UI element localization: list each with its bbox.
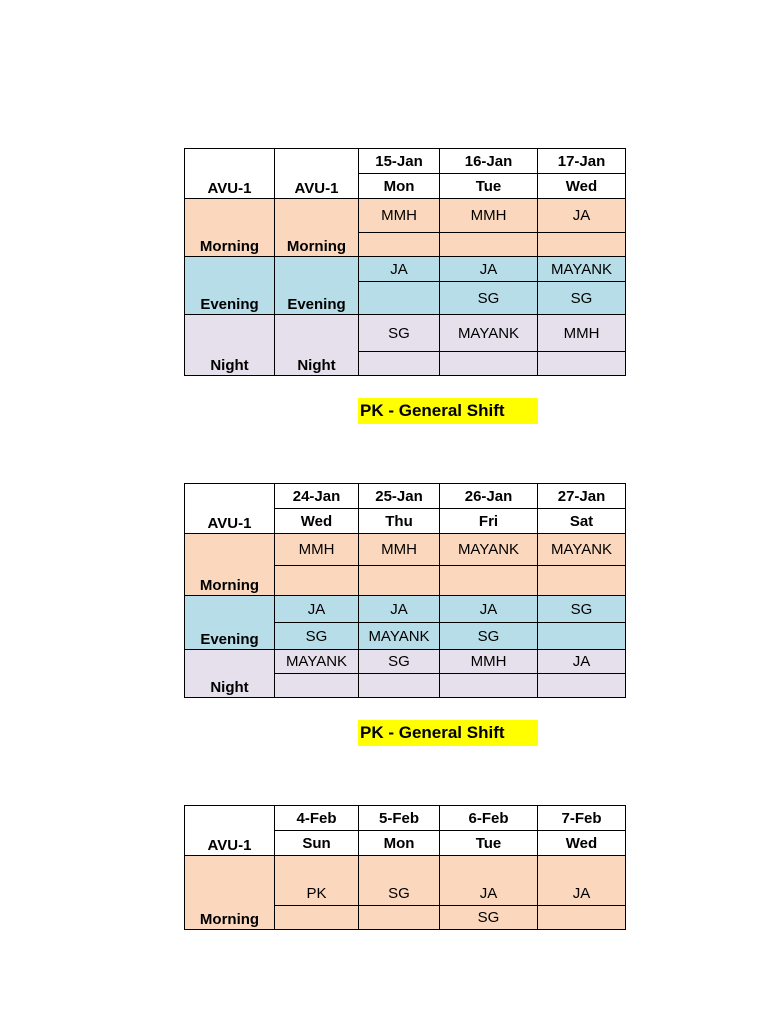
shift-cell: MMH <box>275 534 359 566</box>
day-header: Fri <box>440 509 538 534</box>
shift-cell: SG <box>440 906 538 930</box>
shift-cell: MMH <box>440 199 538 233</box>
shift-cell: SG <box>359 856 440 906</box>
shift-cell <box>440 674 538 698</box>
shift-label-night: Night <box>275 315 359 376</box>
day-header: Tue <box>440 831 538 856</box>
date-header: 25-Jan <box>359 484 440 509</box>
shift-cell <box>359 906 440 930</box>
shift-cell: MMH <box>359 199 440 233</box>
shift-cell <box>275 906 359 930</box>
shift-cell: SG <box>275 623 359 650</box>
unit-header: AVU-1 <box>185 806 275 856</box>
shift-cell: MAYANK <box>440 315 538 352</box>
shift-cell <box>538 566 626 596</box>
date-header: 5-Feb <box>359 806 440 831</box>
day-header: Wed <box>538 174 626 199</box>
shift-cell: JA <box>538 650 626 674</box>
date-header: 7-Feb <box>538 806 626 831</box>
shift-label-night: Night <box>185 650 275 698</box>
shift-cell: SG <box>538 282 626 315</box>
date-header: 26-Jan <box>440 484 538 509</box>
date-header: 4-Feb <box>275 806 359 831</box>
day-header: Tue <box>440 174 538 199</box>
date-header: 24-Jan <box>275 484 359 509</box>
shift-cell <box>275 674 359 698</box>
shift-cell: SG <box>538 596 626 623</box>
schedule-table-3 <box>184 805 626 930</box>
shift-cell <box>359 233 440 257</box>
shift-cell: MAYANK <box>538 257 626 282</box>
shift-cell: PK <box>275 856 359 906</box>
shift-cell: JA <box>440 257 538 282</box>
shift-cell: MAYANK <box>359 623 440 650</box>
day-header: Wed <box>538 831 626 856</box>
shift-cell <box>359 674 440 698</box>
shift-cell <box>538 674 626 698</box>
shift-cell: MMH <box>359 534 440 566</box>
shift-cell: MAYANK <box>440 534 538 566</box>
shift-cell: JA <box>440 596 538 623</box>
unit-header: AVU-1 <box>275 149 359 199</box>
shift-label-morning: Morning <box>275 199 359 257</box>
shift-cell <box>538 623 626 650</box>
shift-label-morning: Morning <box>185 199 275 257</box>
shift-cell <box>359 352 440 376</box>
shift-cell: JA <box>359 596 440 623</box>
shift-label-morning: Morning <box>185 856 275 930</box>
shift-cell <box>440 566 538 596</box>
shift-cell: MAYANK <box>275 650 359 674</box>
shift-cell <box>275 566 359 596</box>
schedule-table-2 <box>184 483 626 698</box>
day-header: Thu <box>359 509 440 534</box>
shift-label-evening: Evening <box>185 257 275 315</box>
date-header: 16-Jan <box>440 149 538 174</box>
shift-label-morning: Morning <box>185 534 275 596</box>
shift-cell: JA <box>440 856 538 906</box>
general-shift-note: PK - General Shift <box>358 720 538 746</box>
day-header: Sun <box>275 831 359 856</box>
shift-cell <box>440 352 538 376</box>
shift-cell: JA <box>275 596 359 623</box>
shift-cell: MMH <box>440 650 538 674</box>
shift-cell <box>440 233 538 257</box>
unit-header: AVU-1 <box>185 149 275 199</box>
date-header: 6-Feb <box>440 806 538 831</box>
day-header: Wed <box>275 509 359 534</box>
date-header: 27-Jan <box>538 484 626 509</box>
shift-cell <box>538 906 626 930</box>
date-header: 15-Jan <box>359 149 440 174</box>
shift-label-evening: Evening <box>185 596 275 650</box>
shift-label-evening: Evening <box>275 257 359 315</box>
shift-cell: SG <box>359 315 440 352</box>
shift-label-night: Night <box>185 315 275 376</box>
general-shift-note: PK - General Shift <box>358 398 538 424</box>
shift-cell <box>538 352 626 376</box>
day-header: Sat <box>538 509 626 534</box>
schedule-table-1 <box>184 148 626 376</box>
shift-cell <box>359 282 440 315</box>
shift-cell: JA <box>538 856 626 906</box>
day-header: Mon <box>359 174 440 199</box>
shift-cell: SG <box>440 282 538 315</box>
shift-cell: JA <box>359 257 440 282</box>
shift-cell: SG <box>359 650 440 674</box>
shift-cell: SG <box>440 623 538 650</box>
shift-cell: JA <box>538 199 626 233</box>
day-header: Mon <box>359 831 440 856</box>
unit-header: AVU-1 <box>185 484 275 534</box>
shift-cell: MAYANK <box>538 534 626 566</box>
shift-cell <box>359 566 440 596</box>
date-header: 17-Jan <box>538 149 626 174</box>
shift-cell: MMH <box>538 315 626 352</box>
shift-cell <box>538 233 626 257</box>
